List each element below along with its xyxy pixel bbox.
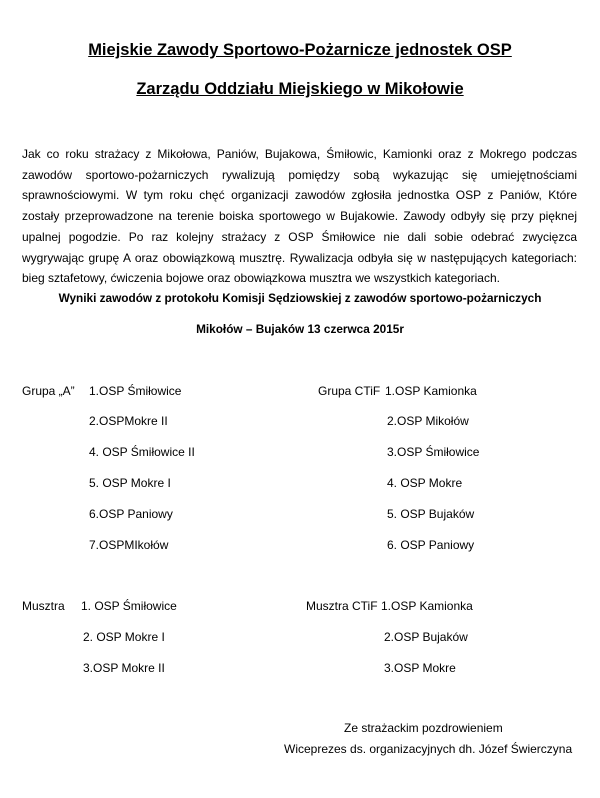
group-a-entry: 4. OSP Śmiłowice II [89, 445, 195, 459]
group-ctif-entry: 6. OSP Paniowy [387, 538, 475, 552]
intro-paragraph: Jak co roku strażacy z Mikołowa, Paniów, Bujakowa, Śmiłowic, Kamionki oraz z Mokrego podczas zawodów sportowo-pożarniczych rywalizują pomiędzy sobą wykazując się umiejętnościami sprawnościowymi. W tym roku chęć organizacji zawodów zgłosiła jednostka OSP z Paniów, Które zostały przeprowadzone na terenie boiska sportowego w Bujakowie. Zawody odbyły się przy pięknej upalnej pogodzie. Po raz kolejny strażacy z OSP Śmiłowice nie dali sobie odebrać zwycięzca wygrywając grupę A oraz obowiązkową musztrę. Rywalizacja odbyła się w następujących kategoriach: bieg sztafetowy, ćwiczenia bojowe oraz obowiązkowa musztra we wszystkich kategoriach. [22, 147, 577, 286]
group-ctif-entry: 2.OSP Mikołów [387, 414, 469, 428]
group-ctif-entry: 5. OSP Bujaków [387, 507, 475, 521]
musztra-ctif-label: Musztra CTiF [306, 599, 378, 613]
musztra-ctif-entry: 3.OSP Mokre [384, 661, 456, 675]
document-title-line-2: Zarządu Oddziału Miejskiego w Mikołowie [136, 80, 464, 98]
group-ctif-entry: 1.OSP Kamionka [385, 384, 477, 398]
group-a-entry: 2.OSPMokre II [89, 414, 168, 428]
musztra-entry: 1. OSP Śmiłowice [81, 599, 177, 613]
group-ctif-entry: 3.OSP Śmiłowice [387, 445, 480, 459]
musztra-entry: 2. OSP Mokre I [83, 630, 165, 644]
group-a-entry: 7.OSPMIkołów [89, 538, 169, 552]
musztra-entry: 3.OSP Mokre II [83, 661, 165, 675]
group-a-entry: 5. OSP Mokre I [89, 476, 171, 490]
group-a-label: Grupa „A” [22, 384, 75, 398]
group-a-entry: 1.OSP Śmiłowice [89, 384, 182, 398]
musztra-ctif-entry: 1.OSP Kamionka [381, 599, 473, 613]
results-date: Mikołów – Bujaków 13 czerwca 2015r [196, 322, 404, 336]
group-ctif-entry: 4. OSP Mokre [387, 476, 463, 490]
results-heading: Wyniki zawodów z protokołu Komisji Sędziowskiej z zawodów sportowo-pożarniczych [58, 291, 542, 305]
musztra-ctif-entry: 2.OSP Bujaków [384, 630, 468, 644]
document-title-line-1: Miejskie Zawody Sportowo-Pożarnicze jednostek OSP [88, 41, 512, 59]
group-a-entry: 6.OSP Paniowy [89, 507, 173, 521]
signature-greeting: Ze strażackim pozdrowieniem [344, 721, 503, 735]
group-ctif-label: Grupa CTiF [318, 384, 381, 398]
musztra-label: Musztra [22, 599, 65, 613]
signature-name: Wiceprezes ds. organizacyjnych dh. Józef Świerczyna [284, 742, 573, 756]
